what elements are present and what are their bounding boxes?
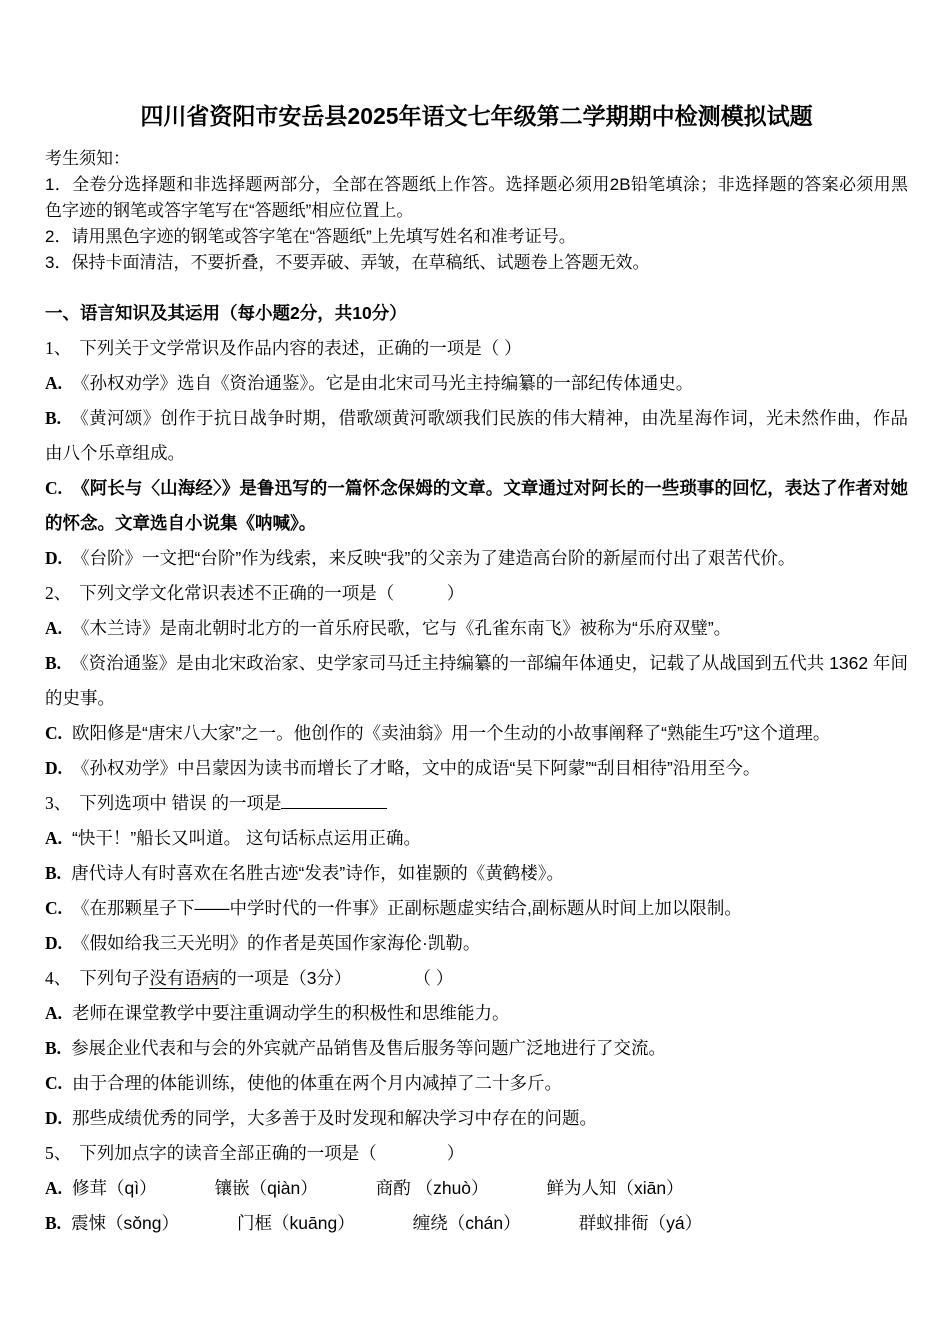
option-label: D. bbox=[45, 933, 63, 953]
question-4-number: 4、 bbox=[45, 968, 72, 988]
option-label: B. bbox=[45, 408, 62, 428]
pinyin-word-item: 商酌 （zhuò） bbox=[375, 1178, 489, 1198]
option-text: 参展企业代表和与会的外宾就产品销售及售后服务等问题广泛地进行了交流。 bbox=[71, 1038, 667, 1058]
question-4-option-d bbox=[45, 1101, 908, 1136]
question-1-option-b bbox=[45, 401, 908, 471]
question-2-option-c bbox=[45, 716, 908, 751]
pinyin-word-item: 门框（kuāng） bbox=[237, 1213, 355, 1233]
question-3-option-b bbox=[45, 856, 908, 891]
question-3-number: 3、 bbox=[45, 793, 72, 813]
option-label: A. bbox=[45, 1003, 63, 1023]
option-label: A. bbox=[45, 1178, 63, 1198]
option-label: B. bbox=[45, 1213, 62, 1233]
option-text: 那些成绩优秀的同学，大多善于及时发现和解决学习中存在的问题。 bbox=[72, 1108, 598, 1128]
question-3-option-c bbox=[45, 891, 908, 926]
option-text: 由于合理的体能训练，使他的体重在两个月内减掉了二十多斤。 bbox=[72, 1073, 563, 1093]
option-text: 《资治通鉴》是由北宋政治家、史学家司马迁主持编纂的一部编年体通史，记载了从战国到五代共 1362 年间的史事。 bbox=[45, 653, 908, 708]
question-5-option-a bbox=[45, 1171, 908, 1206]
option-text: 《假如给我三天光明》的作者是英国作家海伦·凯勒。 bbox=[72, 933, 481, 953]
question-3-stem bbox=[45, 786, 908, 821]
option-label: C. bbox=[45, 898, 63, 918]
question-3-text: 下列选项中 错误 的一项是 bbox=[79, 793, 282, 813]
option-label: B. bbox=[45, 1038, 62, 1058]
option-text: 《黄河颂》创作于抗日战争时期，借歌颂黄河歌颂我们民族的伟大精神，由冼星海作词，光未然作曲，作品由八个乐章组成。 bbox=[45, 408, 908, 463]
answer-blank bbox=[281, 791, 387, 809]
question-2-option-b bbox=[45, 646, 908, 716]
notice-section bbox=[45, 146, 908, 276]
question-2-text: 下列文学文化常识表述不正确的一项是（ ） bbox=[79, 583, 465, 603]
notice-item-1: 1．全卷分选择题和非选择题两部分，全部在答题纸上作答。选择题必须用2B铅笔填涂；非选择题的答案必须用黑色字迹的钢笔或答字笔写在“答题纸”相应位置上。 bbox=[45, 175, 908, 220]
question-1-number: 1、 bbox=[45, 338, 72, 358]
option-text: 欧阳修是“唐宋八大家”之一。他创作的《卖油翁》用一个生动的小故事阐释了“熟能生巧”这个道理。 bbox=[72, 723, 831, 743]
option-text: 《孙权劝学》选自《资治通鉴》。它是由北宋司马光主持编纂的一部纪传体通史。 bbox=[72, 373, 694, 393]
option-label: C. bbox=[45, 723, 63, 743]
question-5-text: 下列加点字的读音全部正确的一项是（ ） bbox=[79, 1143, 465, 1163]
pinyin-word-item: 鲜为人知（xiān） bbox=[546, 1178, 684, 1198]
option-text: “快干！”船长又叫道。 这句话标点运用正确。 bbox=[72, 828, 422, 848]
option-label: A. bbox=[45, 828, 63, 848]
question-4-text-pre: 下列句子 bbox=[79, 968, 150, 988]
question-4-option-a bbox=[45, 996, 908, 1031]
option-label: B. bbox=[45, 653, 62, 673]
question-5-number: 5、 bbox=[45, 1143, 72, 1163]
question-2-option-a bbox=[45, 611, 908, 646]
question-4-answer-brackets: （ ） bbox=[413, 968, 454, 988]
question-4-option-c bbox=[45, 1066, 908, 1101]
option-text: 《木兰诗》是南北朝时北方的一首乐府民歌，它与《孔雀东南飞》被称为“乐府双璧”。 bbox=[72, 618, 732, 638]
pinyin-word-item: 缠绕（chán） bbox=[412, 1213, 521, 1233]
option-text: 《台阶》一文把“台阶”作为线索，来反映“我”的父亲为了建造高台阶的新屋而付出了艰苦代价。 bbox=[72, 548, 796, 568]
question-2-stem bbox=[45, 576, 908, 611]
option-label: D. bbox=[45, 758, 63, 778]
question-4-text-post: 的一项是（3分） bbox=[219, 968, 352, 988]
notice-item-2: 2．请用黑色字迹的钢笔或答字笔在“答题纸”上先填写姓名和准考证号。 bbox=[45, 227, 576, 246]
page-title: 四川省资阳市安岳县2025年语文七年级第二学期期中检测模拟试题 bbox=[140, 103, 813, 129]
option-text: 《在那颗星子下——中学时代的一件事》正副标题虚实结合,副标题从时间上加以限制。 bbox=[72, 898, 742, 918]
question-2-number: 2、 bbox=[45, 583, 72, 603]
pinyin-word-item: 镶嵌（qiàn） bbox=[214, 1178, 318, 1198]
option-label: A. bbox=[45, 618, 63, 638]
question-1-option-d bbox=[45, 541, 908, 576]
question-4-option-b bbox=[45, 1031, 908, 1066]
option-text: 老师在课堂教学中要注重调动学生的积极性和思维能力。 bbox=[72, 1003, 510, 1023]
option-label: C. bbox=[45, 478, 63, 498]
option-label: B. bbox=[45, 863, 62, 883]
option-text: 唐代诗人有时喜欢在名胜古迹“发表”诗作，如崔颢的《黄鹤楼》。 bbox=[71, 863, 564, 883]
notice-item-3: 3．保持卡面清洁，不要折叠，不要弄破、弄皱，在草稿纸、试题卷上答题无效。 bbox=[45, 253, 650, 272]
pinyin-word-item: 修茸（qì） bbox=[72, 1178, 157, 1198]
option-label: D. bbox=[45, 1108, 63, 1128]
question-5-option-b bbox=[45, 1206, 908, 1241]
pinyin-word-item: 群蚁排衙（yá） bbox=[578, 1213, 703, 1233]
section-language-knowledge bbox=[45, 296, 908, 1241]
question-4-underlined-text: 没有语病 bbox=[149, 968, 220, 988]
question-2-option-d bbox=[45, 751, 908, 786]
question-1-option-c bbox=[45, 471, 908, 541]
question-5-stem bbox=[45, 1136, 908, 1171]
question-3-option-a bbox=[45, 821, 908, 856]
option-label: A. bbox=[45, 373, 63, 393]
option-text: 《阿长与〈山海经〉》是鲁迅写的一篇怀念保姆的文章。文章通过对阿长的一些琐事的回忆，表达了作者对她的怀念。文章选自小说集《呐喊》。 bbox=[45, 478, 908, 533]
question-1-option-a bbox=[45, 366, 908, 401]
section-heading: 一、语言知识及其运用（每小题2分，共10分） bbox=[45, 303, 407, 323]
question-1-text: 下列关于文学常识及作品内容的表述，正确的一项是（ ） bbox=[79, 338, 522, 358]
question-4-stem bbox=[45, 961, 908, 996]
question-3-option-d bbox=[45, 926, 908, 961]
question-1-stem bbox=[45, 331, 908, 366]
option-label: C. bbox=[45, 1073, 63, 1093]
option-label: D. bbox=[45, 548, 63, 568]
option-text: 《孙权劝学》中吕蒙因为读书而增长了才略，文中的成语“吴下阿蒙”“刮目相待”沿用至今。 bbox=[72, 758, 761, 778]
notice-heading: 考生须知： bbox=[45, 149, 130, 168]
pinyin-word-item: 震悚（sǒng） bbox=[71, 1213, 180, 1233]
